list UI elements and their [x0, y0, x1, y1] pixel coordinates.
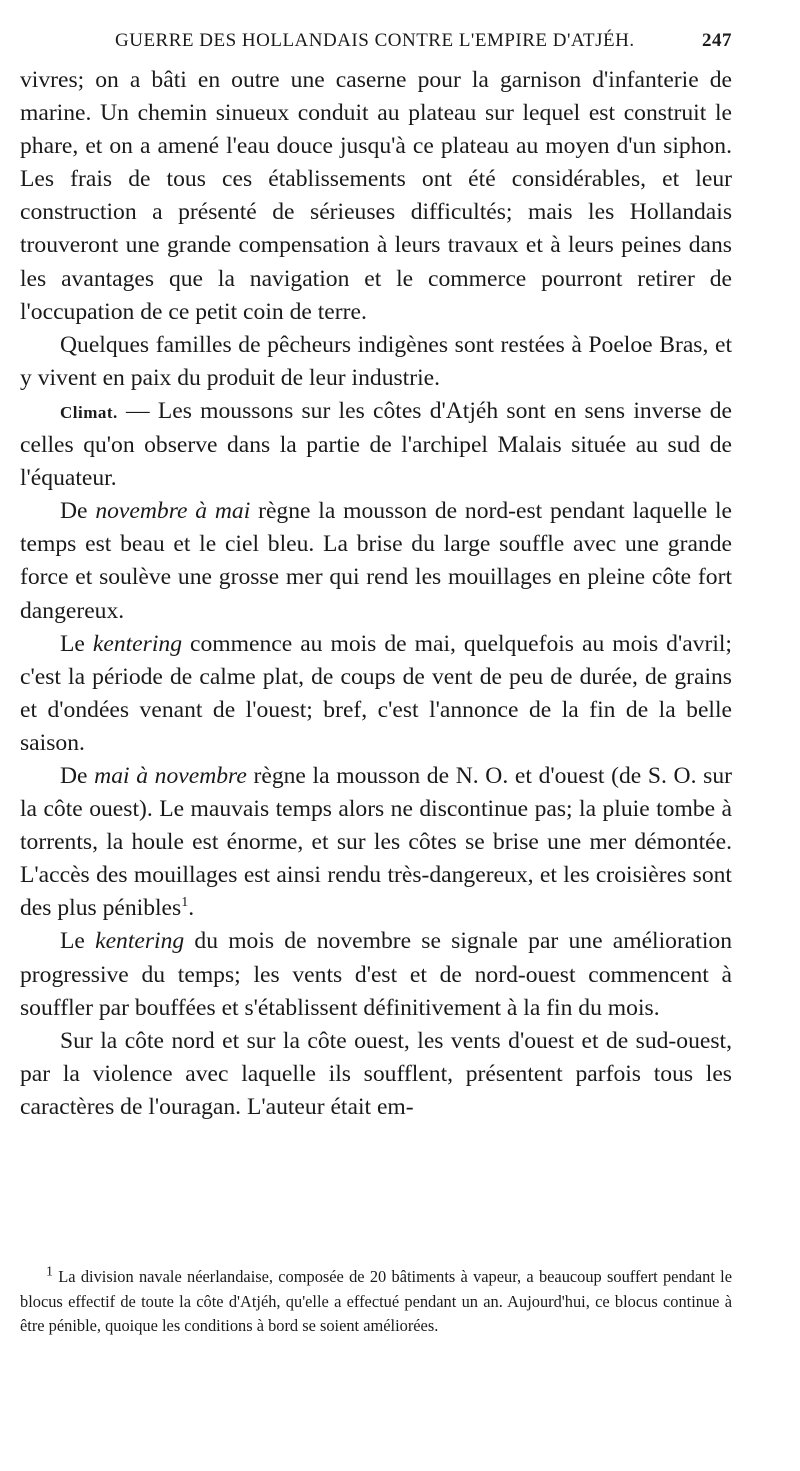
paragraph-4	[20, 495, 732, 627]
paragraph-6	[20, 760, 732, 925]
paragraph-5	[20, 628, 732, 760]
paragraph-6-emphasis: mai à novembre	[94, 762, 247, 789]
paragraph-5-text-a: Le	[60, 630, 93, 657]
page	[20, 30, 732, 1124]
paragraph-7-text-a: Le	[60, 928, 96, 955]
paragraph-3-text: — Les moussons sur les côtes d'Atjéh sont en sens inverse de celles qu'on observe dans la partie de l'archipel Malais située au sud de l'équateur.	[20, 397, 732, 492]
paragraph-6-text-c: .	[188, 895, 195, 922]
paragraph-2	[20, 329, 732, 395]
section-label-climat: Climat.	[60, 402, 118, 422]
paragraph-5-text-b: commence au mois de mai, quelquefois au mois d'avril; c'est la période de calme plat, de coups de vent de peu de durée, de grains et d'ondées venant de l'ouest; bref, c'est l'annonce de la fin de la belle saison.	[20, 630, 732, 756]
paragraph-1-text: vivres; on a bâti en outre une caserne pour la garnison d'infanterie de marine. Un chemin sinueux conduit au plateau sur lequel est construit le phare, et on a amené l'eau douce jusqu'à ce plateau au moyen d'un siphon. Les frais de tous ces établissements ont été considérables, et leur construction a présenté de sérieuses difficultés; mais les Hollandais trouveront une grande compensation à leurs travaux et à leurs peines dans les avantages que la navigation et le commerce pourront retirer de l'occupation de ce petit coin de terre.	[20, 67, 732, 325]
paragraph-6-text-b: règne la mousson de N. O. et d'ouest (de S. O. sur la côte ouest). Le mauvais temps alors ne discontinue pas; la pluie tombe à torrents, la houle est énorme, et sur les côtes se brise une mer démontée. L'accès des mouillages est ainsi rendu très-dangereux, et les croisières sont des plus pénibles	[20, 762, 732, 922]
running-title: GUERRE DES HOLLANDAIS CONTRE L'EMPIRE D'ATJÉH.	[115, 30, 635, 51]
footnotes	[20, 1265, 732, 1339]
footnote-text: La division navale néerlandaise, composée de 20 bâtiments à vapeur, a beaucoup souffert pendant le blocus effectif de toute la côte d'Atjéh, qu'elle a effectué pendant un an. Aujourd'hui, ce blocus continue à être pénible, quoique les conditions à bord se soient améliorées.	[20, 1267, 732, 1335]
paragraph-8-text: Sur la côte nord et sur la côte ouest, les vents d'ouest et de sud-ouest, par la violence avec laquelle ils soufflent, présentent parfois tous les caractères de l'ouragan. L'auteur était em-	[20, 1027, 732, 1120]
paragraph-8	[20, 1025, 732, 1124]
paragraph-7	[20, 925, 732, 1024]
paragraph-5-emphasis: kentering	[92, 630, 182, 657]
paragraph-4-text-b: règne la mousson de nord-est pendant laquelle le temps est beau et le ciel bleu. La brise du large souffle avec une grande force et soulève une grosse mer qui rend les mouillages en pleine côte fort dangereux.	[20, 498, 733, 624]
body-text	[20, 64, 732, 1124]
page-header	[20, 30, 732, 64]
footnote-marker: 1	[46, 1264, 53, 1280]
paragraph-4-emphasis: novembre à mai	[95, 498, 251, 525]
paragraph-2-text: Quelques familles de pêcheurs indigènes sont restées à Poeloe Bras, et y vivent en paix du produit de leur industrie.	[20, 331, 732, 391]
paragraph-3	[20, 395, 732, 495]
page-number: 247	[702, 30, 732, 51]
paragraph-1	[20, 64, 732, 329]
paragraph-7-emphasis: kentering	[95, 928, 185, 955]
paragraph-6-text-a: De	[60, 762, 95, 789]
paragraph-7-text-b: du mois de novembre se signale par une amélioration progressive du temps; les vents d'est et de nord-ouest commencent à souffler par bouffées et s'établissent définitivement à la fin du mois.	[20, 928, 732, 1021]
footnote-reference[interactable]: 1	[181, 895, 189, 911]
paragraph-4-text-a: De	[60, 498, 96, 525]
footnote-1	[20, 1265, 732, 1339]
